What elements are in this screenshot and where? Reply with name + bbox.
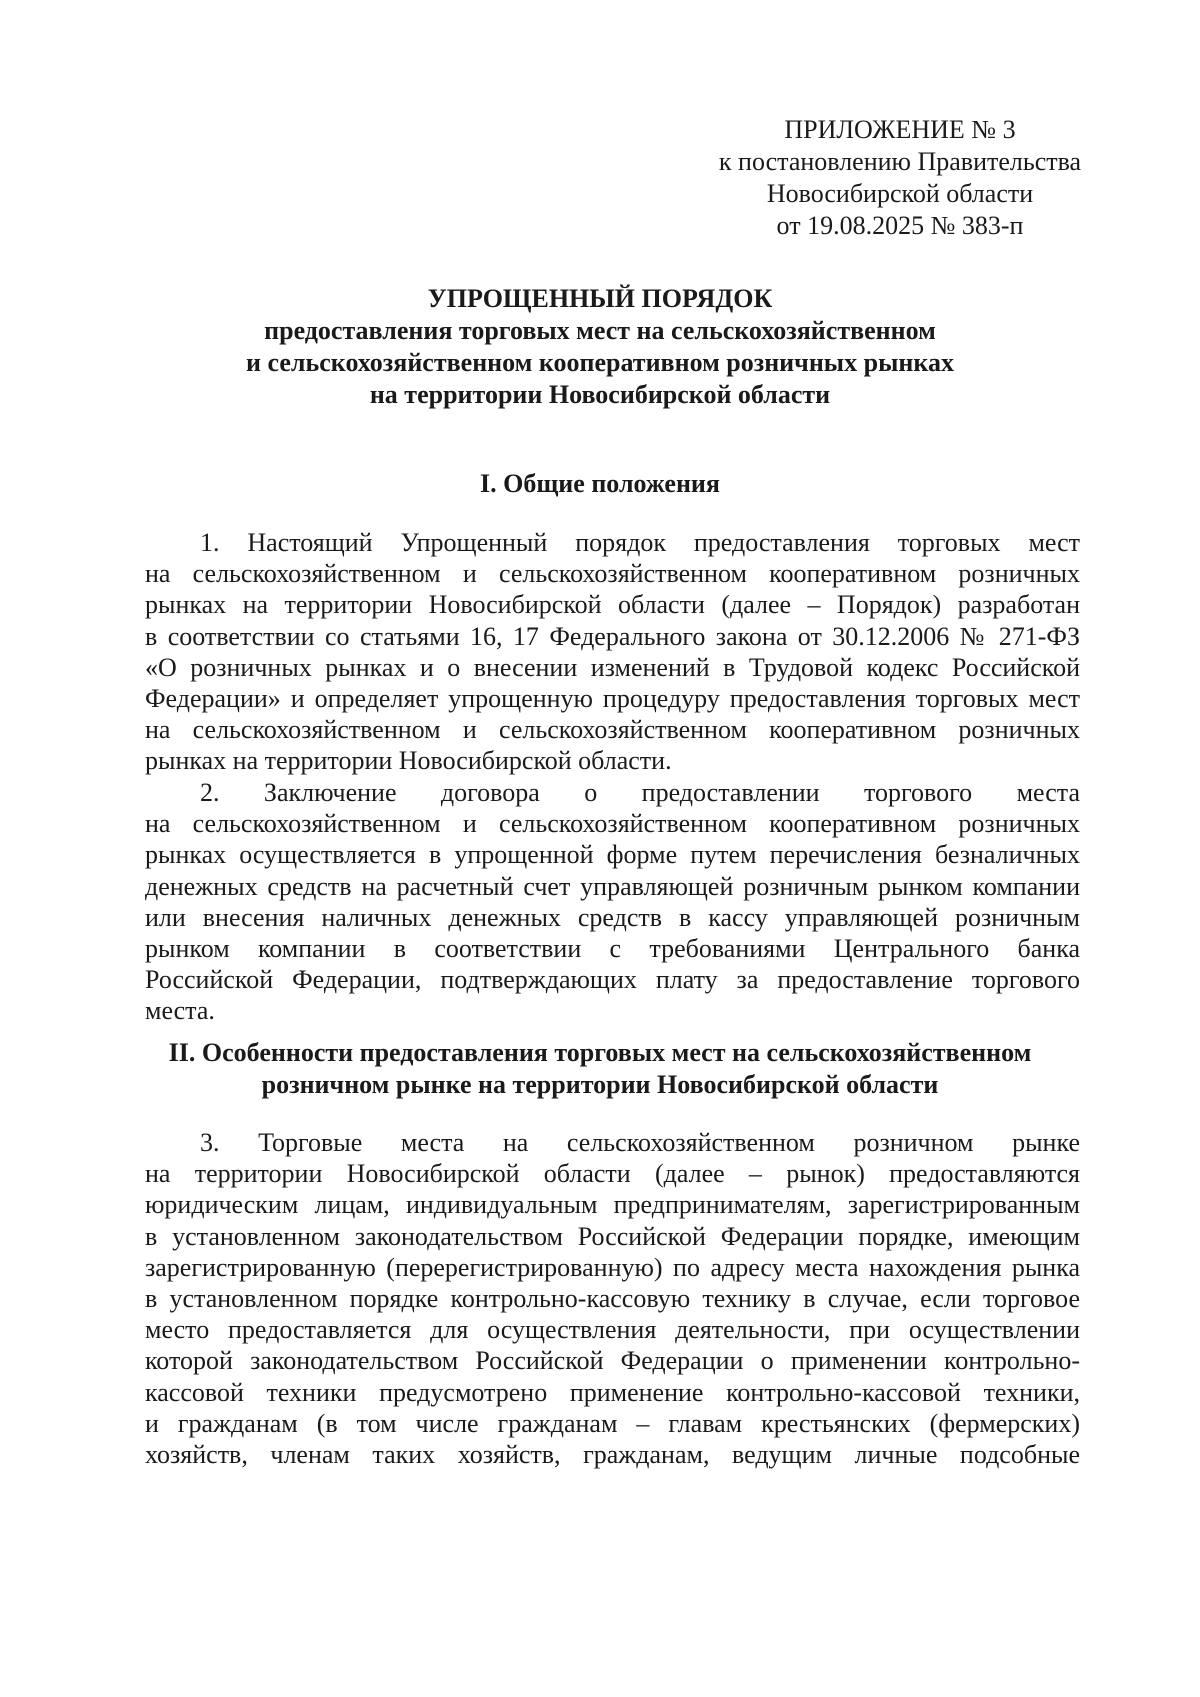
text-line: «О розничных рынках и о внесении изменений в Трудовой кодекс Российской bbox=[145, 652, 1080, 682]
title-line: предоставления торговых мест на сельскохозяйственном bbox=[264, 316, 936, 345]
text-line: место предоставляется для осуществления деятельности, при осуществлении bbox=[145, 1315, 1080, 1345]
text-line: в установленном законодательством Российской Федерации порядке, имеющим bbox=[145, 1221, 1080, 1251]
text-line: и гражданам (в том числе гражданам – главам крестьянских (фермерских) bbox=[145, 1408, 1080, 1438]
text-line: Федерации» и определяет упрощенную процедуру предоставления торговых мест bbox=[145, 683, 1080, 713]
section-1-heading bbox=[100, 468, 1100, 500]
text-line: на сельскохозяйственном и сельскохозяйственном кооперативном розничных bbox=[145, 809, 1080, 839]
text-line: в установленном порядке контрольно-кассовую технику в случае, если торговое bbox=[145, 1283, 1080, 1313]
text-line: на сельскохозяйственном и сельскохозяйственном кооперативном розничных bbox=[145, 559, 1080, 589]
heading-line: розничном рынке на территории Новосибирской области bbox=[261, 1070, 939, 1099]
text-line: 1. Настоящий Упрощенный порядок предоставления торговых мест bbox=[200, 528, 1080, 557]
section-2-heading bbox=[100, 1037, 1100, 1101]
text-line: денежных средств на расчетный счет управляющей розничным рынком компании bbox=[145, 871, 1080, 901]
paragraph-3 bbox=[145, 1127, 1080, 1470]
text-line: на территории Новосибирской области (далее – рынок) предоставляются bbox=[145, 1159, 1080, 1189]
appendix-number: ПРИЛОЖЕНИЕ № 3 bbox=[784, 115, 1016, 144]
text-line: в соответствии со статьями 16, 17 Федерального закона от 30.12.2006 № 271-ФЗ bbox=[145, 621, 1080, 651]
heading-line: II. Особенности предоставления торговых мест на сельскохозяйственном bbox=[168, 1038, 1032, 1067]
paragraph-2 bbox=[145, 777, 1080, 1027]
text-line: рынках на территории Новосибирской области (далее – Порядок) разработан bbox=[145, 590, 1080, 620]
paragraph-1 bbox=[145, 527, 1080, 777]
appendix-line: Новосибирской области bbox=[766, 179, 1034, 208]
text-line: 2. Заключение договора о предоставлении торгового места bbox=[200, 778, 1080, 807]
text-line: 3. Торговые места на сельскохозяйственном розничном рынке bbox=[200, 1128, 1080, 1157]
text-line: которой законодательством Российской Федерации о применении контрольно- bbox=[145, 1346, 1080, 1376]
text-line: рынком компании в соответствии с требованиями Центрального банка bbox=[145, 933, 1080, 963]
title-line: УПРОЩЕННЫЙ ПОРЯДОК bbox=[427, 284, 773, 313]
appendix-date-number: от 19.08.2025 № 383-п bbox=[776, 211, 1024, 240]
text-line: на сельскохозяйственном и сельскохозяйственном кооперативном розничных bbox=[145, 715, 1080, 745]
text-line: рынках на территории Новосибирской области. bbox=[145, 746, 672, 776]
text-line: рынках осуществляется в упрощенной форме путем перечисления безналичных bbox=[145, 840, 1080, 870]
text-line: или внесения наличных денежных средств в кассу управляющей розничным bbox=[145, 902, 1080, 932]
text-line: кассовой техники предусмотрено применение контрольно-кассовой техники, bbox=[145, 1377, 1080, 1407]
text-line: зарегистрированную (перерегистрированную) по адресу места нахождения рынка bbox=[145, 1252, 1080, 1282]
appendix-line: к постановлению Правительства bbox=[718, 147, 1082, 176]
text-line: юридическим лицам, индивидуальным предпринимателям, зарегистрированным bbox=[145, 1190, 1080, 1220]
appendix-header bbox=[700, 114, 1100, 242]
text-line: места. bbox=[145, 996, 215, 1026]
document-title bbox=[100, 283, 1100, 411]
heading-line: I. Общие положения bbox=[480, 469, 720, 498]
title-line: на территории Новосибирской области bbox=[369, 380, 831, 409]
text-line: Российской Федерации, подтверждающих плату за предоставление торгового bbox=[145, 965, 1080, 995]
title-line: и сельскохозяйственном кооперативном розничных рынках bbox=[246, 348, 954, 377]
text-line: хозяйств, членам таких хозяйств, гражданам, ведущим личные подсобные bbox=[145, 1439, 1080, 1469]
